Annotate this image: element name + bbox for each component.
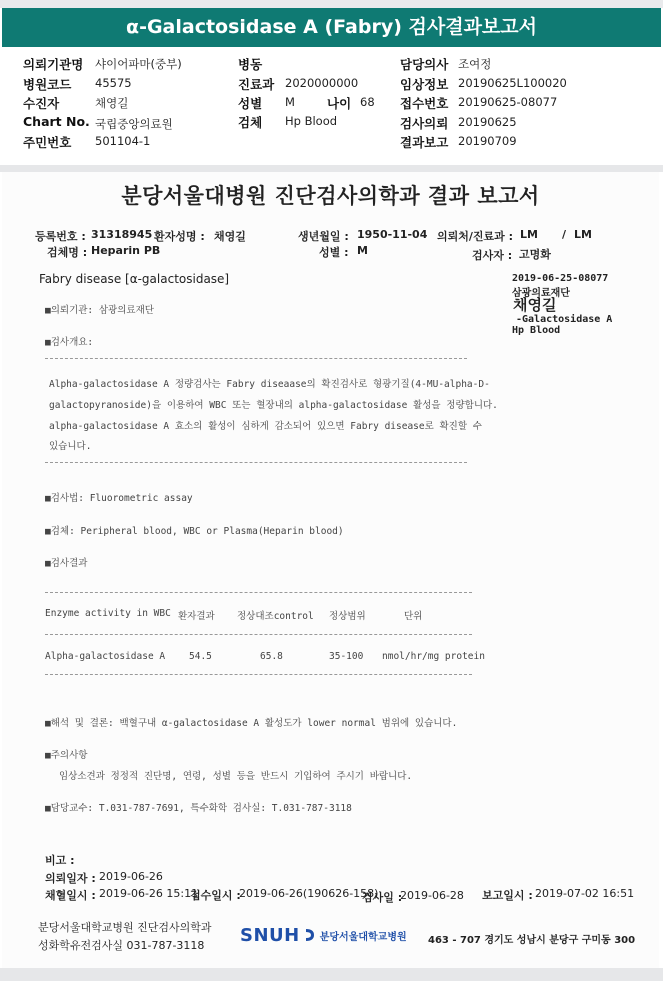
table-header-patient: 환자결과 — [178, 611, 215, 622]
method-line: ■검사법: Fluorometric assay — [45, 493, 193, 504]
logo-hospital-name: 분당서울대학교병원 — [319, 931, 407, 943]
label-specimen: 검체 — [238, 115, 263, 130]
request-date-value: 2019-06-26 — [99, 870, 163, 883]
examiner-value: 고명화 — [519, 248, 551, 261]
report-title: 분당서울대병원 진단검사의학과 결과 보고서 — [121, 184, 540, 208]
scanned-report — [2, 172, 659, 968]
table-cell-enzyme: Alpha-galactosidase A — [45, 651, 166, 662]
stamp-test: -Galactosidase A — [516, 314, 613, 325]
label-clinical-info: 임상정보 — [400, 77, 449, 92]
examiner-label: 검사자 : — [472, 249, 513, 262]
sex-value: M — [357, 244, 368, 257]
bottom-strip — [0, 968, 663, 981]
dept-label: 의뢰처/진료과 : — [437, 230, 514, 243]
label-chart-no: Chart No. — [23, 114, 90, 129]
label-receipt-no: 접수번호 — [400, 96, 449, 111]
sample-line: ■검체: Peripheral blood, WBC or Plasma(Heparin blood) — [45, 526, 344, 537]
dob-label: 생년월일 : — [298, 230, 349, 243]
logo-mark-icon — [303, 927, 317, 943]
table-cell-control: 65.8 — [260, 651, 283, 662]
report-date-value: 2019-07-02 16:51 — [535, 887, 635, 900]
divider — [45, 358, 467, 359]
label-age: 나이 — [327, 96, 352, 111]
dob-value: 1950-11-04 — [357, 228, 428, 241]
label-resident-no: 주민번호 — [23, 135, 72, 150]
divider — [45, 634, 472, 635]
label-examinee: 수진자 — [23, 96, 60, 111]
dept-value-2: LM — [574, 228, 592, 241]
reg-no-label: 등록번호 : — [35, 230, 86, 243]
value-doctor: 조여정 — [458, 57, 492, 71]
specimen-label: 검체명 : — [47, 246, 88, 259]
label-institution: 의뢰기관명 — [23, 57, 84, 72]
collection-value: 2019-06-26 15:11 — [99, 887, 199, 900]
dept-separator: / — [562, 228, 567, 241]
receipt-label: 접수일시 : — [190, 889, 241, 902]
footer-address: 463 - 707 경기도 성남시 분당구 구미동 300 — [428, 935, 636, 946]
value-specimen: Hp Blood — [285, 114, 338, 128]
snuh-logo — [240, 924, 407, 946]
stamp-id: 2019-06-25-08077 — [512, 273, 609, 284]
overview-line-3: alpha-galactosidase A 효소의 활성이 심하게 감소되어 있으면 Fabry disease로 확진할 수 — [49, 421, 482, 432]
value-result-report: 20190709 — [458, 134, 517, 148]
label-test-request: 검사의뢰 — [400, 116, 449, 131]
value-resident-no: 501104-1 — [95, 134, 151, 148]
receipt-value: 2019-06-26(190626-158) — [239, 887, 379, 900]
section-divider — [0, 165, 663, 172]
footer-lab: 성화학유전검사실 031-787-3118 — [38, 939, 205, 952]
table-header-range: 정상범위 — [329, 611, 366, 622]
logo-text: SNUH — [240, 924, 300, 946]
value-clinical-info: 20190625L100020 — [458, 76, 567, 90]
overview-label: ■검사개요: — [45, 337, 94, 348]
stamp-patient-name: 채영길 — [513, 296, 557, 314]
overview-line-2: galactopyranoside)을 이용하여 WBC 또는 혈장내의 alpha-galactosidase 활성을 정량합니다. — [49, 400, 498, 411]
test-date-label: 검사일 : — [362, 891, 403, 904]
test-name: Fabry disease [α-galactosidase] — [39, 272, 230, 286]
header-info — [0, 47, 663, 165]
contact-line: ■담당교수: T.031-787-7691, 특수화학 검사실: T.031-787-3118 — [45, 803, 352, 814]
test-date-value: 2019-06-28 — [400, 889, 464, 902]
label-hospital-code: 병원코드 — [23, 77, 72, 92]
sex-label: 성별 : — [319, 246, 349, 259]
value-receipt-no: 20190625-08077 — [458, 95, 558, 109]
dept-value-1: LM — [520, 228, 538, 241]
patient-label: 환자성명 : — [154, 230, 205, 243]
value-institution: 샤이어파마(중부) — [95, 57, 182, 71]
value-hospital-code: 45575 — [95, 76, 132, 90]
interpretation-line: ■해석 및 결론: 백혈구내 α-galactosidase A 활성도가 lower normal 범위에 있습니다. — [45, 718, 458, 729]
value-examinee: 채영길 — [95, 96, 129, 110]
stamp-specimen: Hp Blood — [512, 325, 561, 336]
table-cell-unit: nmol/hr/mg protein — [382, 651, 485, 662]
table-header-control: 정상대조control — [237, 611, 314, 622]
specimen-value: Heparin PB — [91, 244, 161, 257]
overview-line-1: Alpha-galactosidase A 정량검사는 Fabry diseaase의 확진검사로 형광기질(4-MU-alpha-D- — [49, 379, 490, 390]
reg-no-value: 31318945 — [91, 228, 153, 241]
label-result-report: 결과보고 — [400, 135, 449, 150]
collection-label: 채혈일시 : — [45, 889, 96, 902]
value-chart-no: 국립중앙의료원 — [95, 117, 173, 131]
results-label: ■검사결과 — [45, 558, 88, 569]
top-strip — [0, 0, 663, 8]
table-header-enzyme: Enzyme activity in WBC — [45, 608, 171, 619]
report-date-label: 보고일시 : — [482, 889, 533, 902]
label-ward: 병동 — [238, 57, 263, 72]
divider — [45, 462, 467, 463]
note-label: 비고 : — [45, 854, 75, 867]
stamp-org: 삼광의료재단 — [512, 288, 570, 299]
value-age: 68 — [360, 95, 375, 109]
overview-line-4: 있습니다. — [49, 441, 92, 452]
institution-line: ■의뢰기관: 삼광의료재단 — [45, 305, 154, 316]
label-department: 진료과 — [238, 77, 275, 92]
table-header-unit: 단위 — [404, 611, 423, 622]
value-sex: M — [285, 95, 295, 109]
footer-org: 분당서울대학교병원 진단검사의학과 — [38, 921, 212, 934]
caution-label: ■주의사항 — [45, 750, 88, 761]
caution-text: 임상소견과 정정적 진단명, 연령, 성별 등을 반드시 기입하여 주시기 바랍니다. — [59, 771, 413, 782]
request-date-label: 의뢰일자 : — [45, 872, 96, 885]
table-cell-range: 35-100 — [329, 651, 364, 662]
value-test-request: 20190625 — [458, 115, 517, 129]
report-banner-title: α-Galactosidase A (Fabry) 검사결과보고서 — [2, 8, 661, 47]
table-cell-patient-result: 54.5 — [189, 651, 212, 662]
value-department: 2020000000 — [285, 76, 359, 90]
patient-value: 채영길 — [214, 230, 246, 243]
label-sex: 성별 — [238, 96, 263, 111]
divider — [45, 592, 472, 593]
label-doctor: 담당의사 — [400, 57, 449, 72]
divider — [45, 674, 472, 675]
